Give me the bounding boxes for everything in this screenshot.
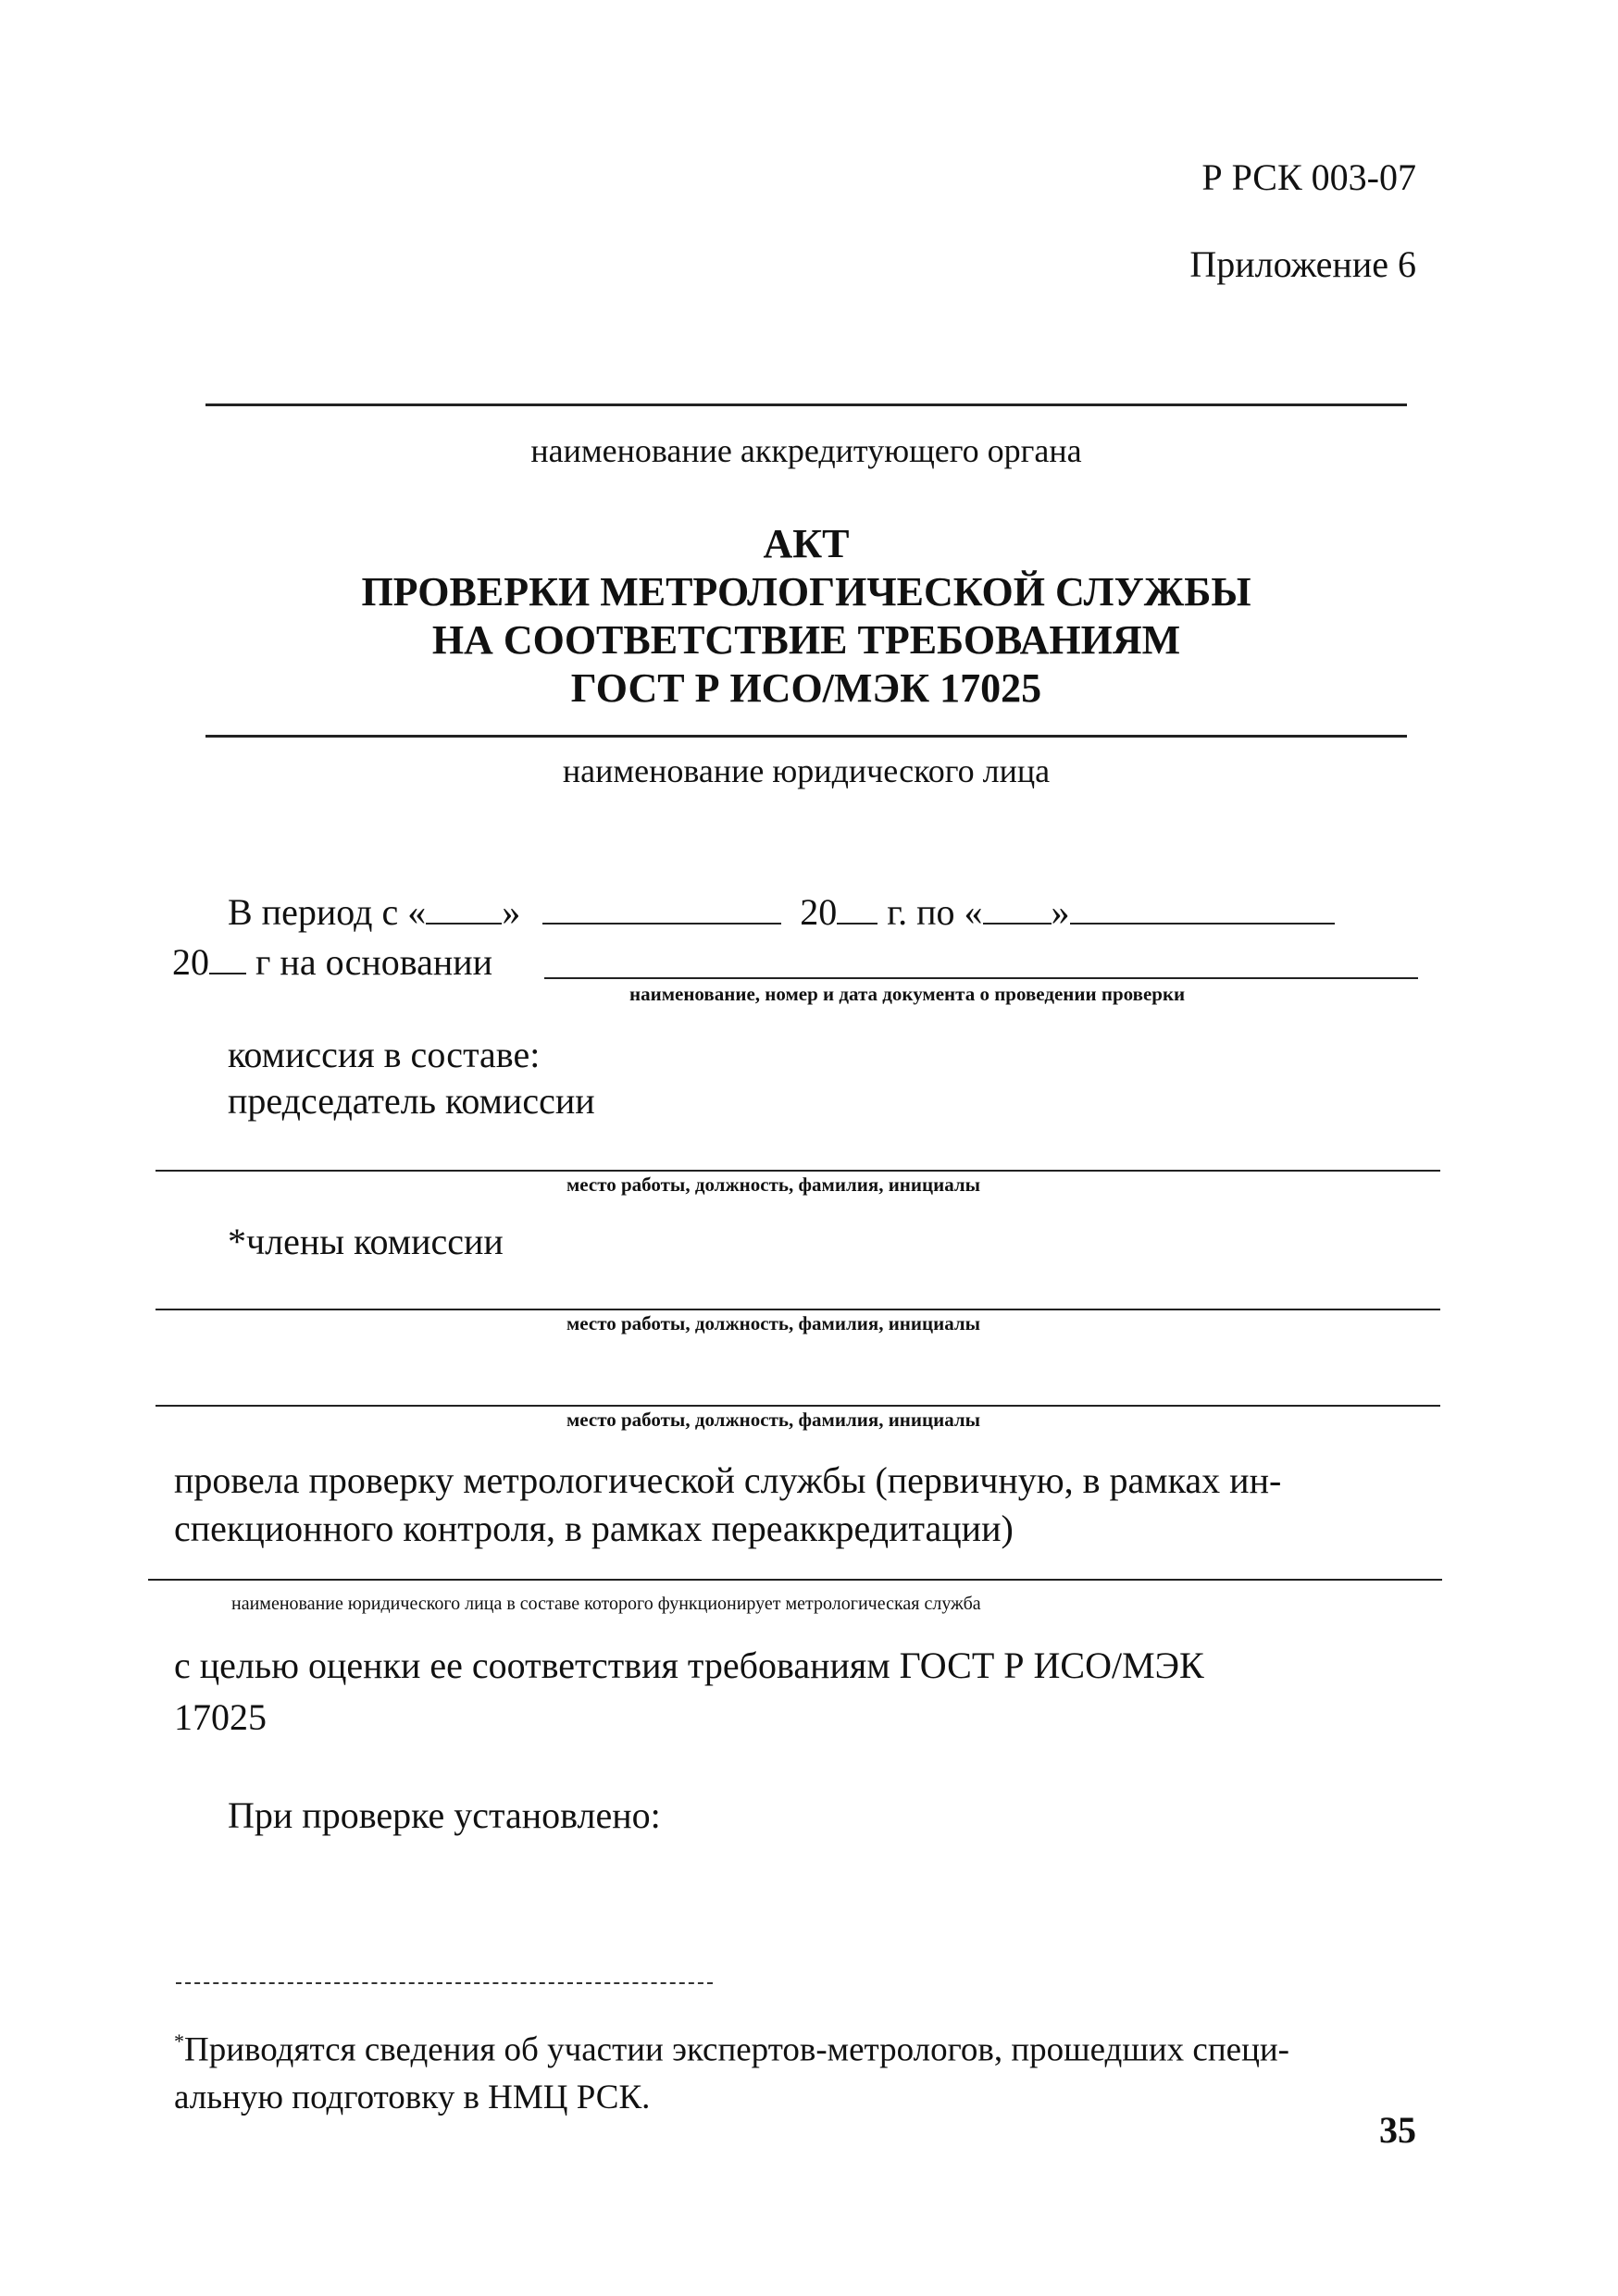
footnote-marker: * [174,2029,184,2053]
member-1-line [156,1309,1440,1310]
basis-label: г на основании [246,941,493,983]
commission-members-label: *члены комиссии [228,1221,504,1262]
member-1-caption: место работы, должность, фамилия, инициалы [566,1312,981,1334]
day-from-blank [426,895,502,925]
month-to-blank [1070,895,1335,925]
close-quote: » [502,891,521,933]
period-text-start: В период с « [228,891,427,933]
page-number: 35 [1379,2109,1416,2151]
act-title [205,520,1407,713]
accrediting-body-line [205,403,1407,406]
inspection-text-line-1: провела проверку метрологической службы (первичную, в рамках ин- [174,1459,1282,1501]
commission-composition: комиссия в составе: [228,1034,541,1075]
chairman-caption: место работы, должность, фамилия, инициалы [566,1173,981,1196]
day-to-blank [983,895,1052,925]
line2-year-blank [209,945,246,974]
inspection-text-line-2: спекционного контроля, в рамках переаккредитации) [174,1508,1014,1549]
line2-year-prefix: 20 [172,941,209,983]
footnote-separator [176,1982,713,1984]
footnote-line-1-text: Приводятся сведения об участии экспертов-метрологов, прошедших специ- [184,2030,1289,2069]
purpose-line-2: 17025 [174,1696,267,1738]
inspected-entity-line [148,1579,1442,1581]
appendix-label: Приложение 6 [1189,243,1416,285]
legal-entity-caption: наименование юридического лица [562,752,1051,789]
member-2-line [156,1405,1440,1407]
year-suffix: г. по « [877,891,983,933]
basis-document-line [544,977,1418,979]
legal-entity-line [205,735,1407,738]
year-prefix: 20 [800,891,838,933]
close-quote-2: » [1051,891,1070,933]
document-code: Р РСК 003-07 [1201,156,1416,198]
title-line-1: АКТ [763,521,850,566]
period-line-2 [172,940,492,984]
footnote-line-1 [174,2017,1289,2074]
footnote-text [174,2017,1289,2122]
commission-chairman-label: председатель комиссии [228,1080,595,1122]
year-from-blank [837,895,877,925]
footnote-line-2: альную подготовку в НМЦ РСК. [174,2079,651,2117]
chairman-line [156,1170,1440,1172]
month-from-blank [542,895,781,925]
title-line-2: ПРОВЕРКИ МЕТРОЛОГИЧЕСКОЙ СЛУЖБЫ [361,569,1251,614]
basis-document-caption: наименование, номер и дата документа о проведении проверки [629,983,1186,1005]
member-2-caption: место работы, должность, фамилия, инициалы [566,1409,981,1431]
accrediting-body-caption: наименование аккредитующего органа [530,432,1082,469]
period-line-1 [228,890,1335,934]
inspected-entity-caption: наименование юридического лица в составе которого функционирует метрологическая служба [231,1594,981,1614]
inspection-finding-label: При проверке установлено: [228,1794,661,1836]
purpose-line-1: с целью оценки ее соответствия требованиям ГОСТ Р ИСО/МЭК [174,1644,1204,1686]
title-line-3: НА СООТВЕТСТВИЕ ТРЕБОВАНИЯМ [431,617,1181,663]
title-line-4: ГОСТ Р ИСО/МЭК 17025 [570,665,1042,711]
